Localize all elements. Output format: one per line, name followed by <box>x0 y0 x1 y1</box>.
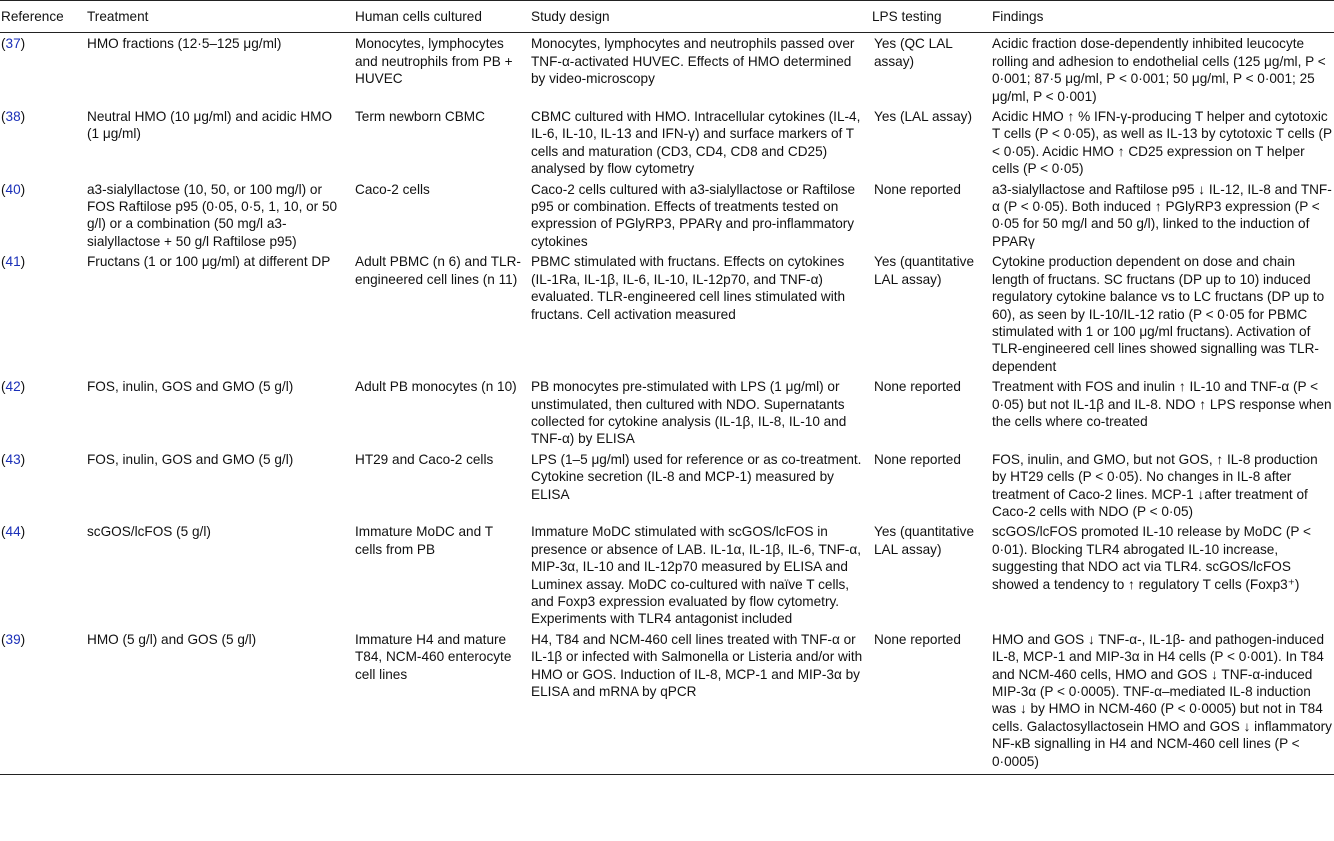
lps-cell: None reported <box>874 379 961 395</box>
treatment-cell: a3-sialyllactose (10, 50, or 100 mg/l) or FOS Raftilose p95 (0·05, 0·5, 1, 10, or 50 g/l) or a combination (50 mg/l a3-sialyllactose + 50 g/l Raftilose p95) <box>87 181 338 249</box>
reference-link[interactable]: 38 <box>5 109 21 125</box>
design-cell: CBMC cultured with HMO. Intracellular cytokines (IL-4, IL-6, IL-10, IL-13 and IFN-γ) and surface markers of T cells and maturation (CD3, CD4, CD8 and CD25) analysed by flow cytometry <box>531 109 861 177</box>
findings-cell: HMO and GOS ↓ TNF-α-, IL-1β- and pathogen-induced IL-8, MCP-1 and MIP-3α in H4 cells (P < 0·001). In T84 and NCM-460 cells, HMO and GOS ↓ TNF-α-induced MIP-3α (P < 0·0005). TNF-α–mediated IL-8 induction was ↓ by HMO in NCM-460 (P < 0·0005) but not in T84 cells. Galactosyllactosein HMO and GOS ↓ inflammatory NF-κB signalling in H4 and NCM-460 cell lines (P < 0·0005) <box>990 629 1334 775</box>
reference-link[interactable]: 43 <box>5 451 21 467</box>
cells-cell: Adult PB monocytes (n 10) <box>355 379 517 395</box>
table-row <box>0 106 1334 179</box>
lps-cell: Yes (quantitative LAL assay) <box>874 254 975 287</box>
design-cell: LPS (1–5 μg/ml) used for reference or as co-treatment. Cytokine secretion (IL-8 and MCP-1) measured by ELISA <box>531 451 862 502</box>
design-cell: Monocytes, lymphocytes and neutrophils passed over TNF-α-activated HUVEC. Effects of HMO determined by video-microscopy <box>531 36 855 87</box>
findings-cell: Treatment with FOS and inulin ↑ IL-10 and TNF-α (P < 0·05) but not IL-1β and IL-8. NDO ↑ LPS response when the cells where co-treated <box>992 379 1332 429</box>
reference-link[interactable]: 44 <box>5 524 21 540</box>
reference-cell: (39) <box>0 629 85 775</box>
lps-cell: None reported <box>870 629 990 775</box>
cells-cell: HT29 and Caco-2 cells <box>355 451 494 467</box>
reference-cell: (42) <box>1 379 26 395</box>
table-row <box>0 629 1334 775</box>
table-row <box>0 33 1334 106</box>
table-row <box>0 449 1334 522</box>
header-cells: Human cells cultured <box>353 1 529 33</box>
reference-cell: (40) <box>1 181 26 197</box>
table-row <box>0 376 1334 449</box>
treatment-cell: HMO fractions (12·5–125 μg/ml) <box>87 36 282 52</box>
findings-cell: Acidic fraction dose-dependently inhibited leucocyte rolling and adhesion to endothelial cells (125 μg/ml, P < 0·001; 87·5 μg/ml, P < 0·001; 50 μg/ml, P < 0·001; 25 μg/ml, P < 0·001) <box>992 36 1326 104</box>
table-row <box>0 521 1334 628</box>
lps-cell: Yes (quantitative LAL assay) <box>874 524 975 557</box>
reference-link[interactable]: 37 <box>5 36 21 52</box>
reference-link[interactable]: 39 <box>5 631 21 647</box>
treatment-cell: Fructans (1 or 100 μg/ml) at different DP <box>87 254 331 270</box>
header-treatment: Treatment <box>85 1 353 33</box>
table-body <box>0 33 1334 775</box>
reference-cell: (38) <box>1 109 26 125</box>
table-row <box>0 251 1334 376</box>
header-reference: Reference <box>0 1 85 33</box>
reference-link[interactable]: 42 <box>5 379 21 395</box>
reference-cell: (41) <box>1 254 26 270</box>
treatment-cell: HMO (5 g/l) and GOS (5 g/l) <box>85 629 353 775</box>
findings-cell: a3-sialyllactose and Raftilose p95 ↓ IL-12, IL-8 and TNF-α (P < 0·05). Both induced ↑ PGlyRP3 expression (P < 0·05 for 50 mg/l and 50 g/l), linked to the induction of PPARγ <box>992 181 1332 249</box>
lps-cell: Yes (QC LAL assay) <box>874 36 953 69</box>
cells-cell: Immature MoDC and T cells from PB <box>355 524 493 557</box>
cells-cell: Caco-2 cells <box>355 181 430 197</box>
cells-cell: Immature H4 and mature T84, NCM-460 enterocyte cell lines <box>353 629 529 775</box>
treatment-cell: scGOS/lcFOS (5 g/l) <box>87 524 211 540</box>
reference-link[interactable]: 41 <box>5 254 21 270</box>
cells-cell: Term newborn CBMC <box>355 109 485 125</box>
design-cell: PB monocytes pre-stimulated with LPS (1 μg/ml) or unstimulated, then cultured with NDO. Supernatants collected for cytokine analysis (IL-1β, IL-8, IL-10 and TNF-α) by ELISA <box>531 379 847 447</box>
reference-link[interactable]: 40 <box>5 181 21 197</box>
lps-cell: Yes (LAL assay) <box>874 109 972 125</box>
design-cell: H4, T84 and NCM-460 cell lines treated with TNF-α or IL-1β or infected with Salmonella or Listeria and/or with HMO or GOS. Induction of IL-8, MCP-1 and MIP-3α by ELISA and mRNA by qPCR <box>529 629 870 775</box>
findings-cell: FOS, inulin, and GMO, but not GOS, ↑ IL-8 production by HT29 cells (P < 0·05). No changes in IL-8 after treatment of Caco-2 lines. MCP-1 ↓after treatment of Caco-2 cells with NDO (P < 0·05) <box>992 451 1318 519</box>
design-cell: Caco-2 cells cultured with a3-sialyllactose or Raftilose p95 or combination. Effects of treatments tested on expression of PGlyRP3, PPARγ and pro-inflammatory cytokines <box>531 181 856 249</box>
reference-cell: (44) <box>1 524 26 540</box>
cells-cell: Monocytes, lymphocytes and neutrophils from PB + HUVEC <box>355 36 513 87</box>
findings-cell: Acidic HMO ↑ % IFN-γ-producing T helper and cytotoxic T cells (P < 0·05), as well as IL-13 by cytotoxic T cells (P < 0·05). Acidic HMO ↑ CD25 expression on T helper cells (P < 0·05) <box>992 109 1332 177</box>
design-cell: Immature MoDC stimulated with scGOS/lcFOS in presence or absence of LAB. IL-1α, IL-1β, IL-6, TNF-α, MIP-3α, IL-10 and IL-12p70 measured by ELISA and Luminex assay. MoDC co-cultured with naïve T cells, and Foxp3 expression evaluated by flow cytometry. Experiments with TLR4 antagonist included <box>531 524 862 627</box>
reference-cell: (43) <box>1 451 26 467</box>
findings-cell: Cytokine production dependent on dose and chain length of fructans. SC fructans (DP up to 10) induced regulatory cytokine balance vs to LC fructans (DP up to 60), as seen by IL-10/IL-12 ratio (P < 0·05 for PBMC stimulated with 1 or 100 μg/ml fructans). Activation of TLR-engineered cell lines showed signalling was TLR-dependent <box>992 254 1325 374</box>
treatment-cell: FOS, inulin, GOS and GMO (5 g/l) <box>87 379 294 395</box>
header-design: Study design <box>529 1 870 33</box>
cells-cell: Adult PBMC (n 6) and TLR-engineered cell lines (n 11) <box>355 254 521 287</box>
header-row <box>0 1 1334 33</box>
treatment-cell: FOS, inulin, GOS and GMO (5 g/l) <box>87 451 294 467</box>
findings-cell: scGOS/lcFOS promoted IL-10 release by MoDC (P < 0·01). Blocking TLR4 abrogated IL-10 increase, suggesting that NDO act via TLR4. scGOS/lcFOS showed a tendency to ↑ regulatory T cells (Foxp3⁺) <box>992 524 1311 592</box>
table-row <box>0 179 1334 252</box>
lps-cell: None reported <box>874 181 961 197</box>
lps-cell: None reported <box>874 451 961 467</box>
reference-cell: (37) <box>1 36 26 52</box>
header-lps: LPS testing <box>870 1 990 33</box>
table-header <box>0 1 1334 33</box>
treatment-cell: Neutral HMO (10 μg/ml) and acidic HMO (1 μg/ml) <box>87 109 333 142</box>
design-cell: PBMC stimulated with fructans. Effects on cytokines (IL-1Ra, IL-1β, IL-6, IL-10, IL-12p70, and TNF-α) evaluated. TLR-engineered cell lines stimulated with fructans. Cell activation measured <box>531 254 846 322</box>
header-findings: Findings <box>990 1 1334 33</box>
